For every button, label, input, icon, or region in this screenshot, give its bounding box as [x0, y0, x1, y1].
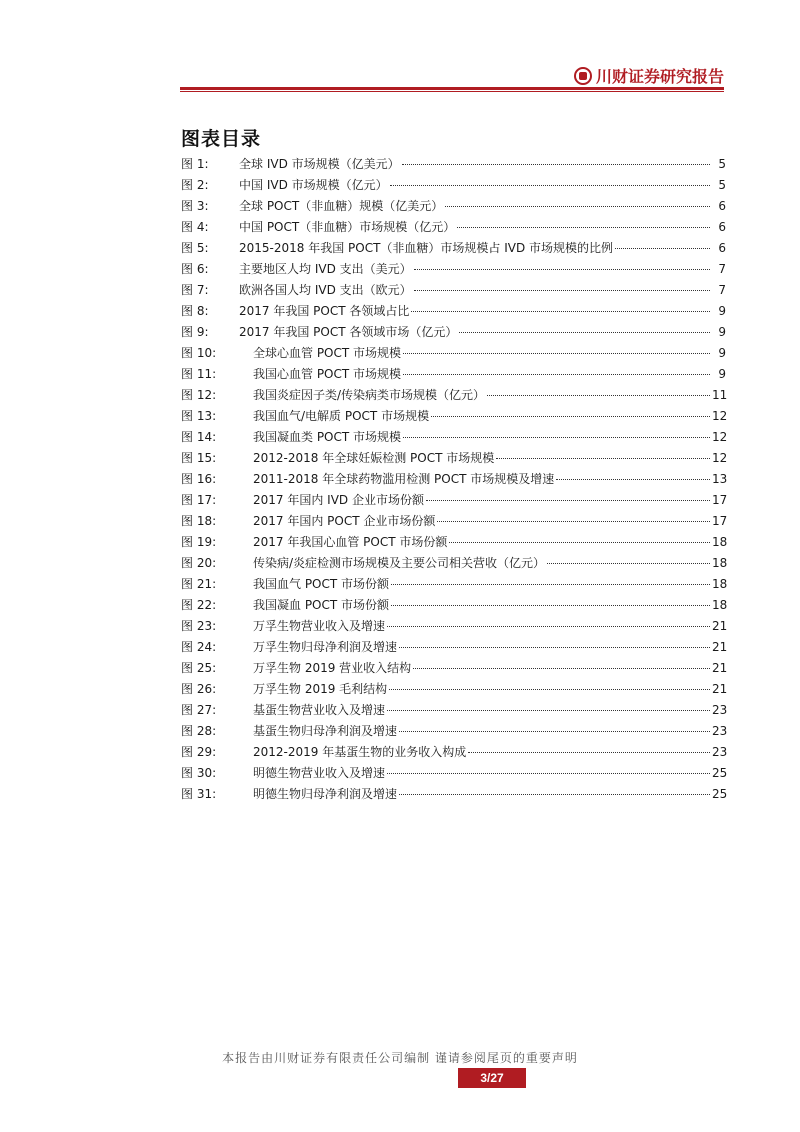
toc-entry-page: 7 — [718, 262, 726, 276]
toc-entry-label: 图 7: — [181, 283, 209, 297]
toc-leader-dots — [399, 647, 710, 648]
toc-entry-page: 18 — [712, 598, 728, 612]
toc-leader-dots — [399, 731, 710, 732]
toc-entry[interactable] — [181, 365, 726, 386]
toc-entry-label: 图 15: — [181, 451, 217, 465]
toc-entry-label: 图 4: — [181, 220, 209, 234]
toc-entry-label: 图 3: — [181, 199, 209, 213]
figure-toc — [181, 155, 726, 806]
toc-entry-text: 2017 年我国 POCT 各领域占比 — [239, 304, 410, 318]
toc-entry-page: 18 — [712, 556, 728, 570]
toc-entry-label: 图 25: — [181, 661, 217, 675]
toc-leader-dots — [403, 437, 710, 438]
toc-entry[interactable] — [181, 701, 726, 722]
toc-entry-text: 我国血气 POCT 市场份额 — [253, 577, 390, 591]
toc-entry-text: 中国 IVD 市场规模（亿元） — [239, 178, 388, 192]
toc-leader-dots — [390, 185, 710, 186]
toc-leader-dots — [414, 290, 710, 291]
toc-entry-text: 2017 年国内 IVD 企业市场份额 — [253, 493, 424, 507]
toc-entry[interactable] — [181, 470, 726, 491]
toc-entry-page: 12 — [712, 409, 728, 423]
toc-leader-dots — [387, 773, 710, 774]
toc-entry-label: 图 8: — [181, 304, 209, 318]
toc-entry-label: 图 27: — [181, 703, 217, 717]
toc-leader-dots — [437, 521, 710, 522]
toc-leader-dots — [449, 542, 710, 543]
toc-entry-text: 万孚生物 2019 毛利结构 — [253, 682, 388, 696]
toc-entry[interactable] — [181, 722, 726, 743]
toc-entry-text: 万孚生物 2019 营业收入结构 — [253, 661, 412, 675]
toc-entry-page: 21 — [712, 640, 728, 654]
toc-leader-dots — [413, 668, 710, 669]
header-divider — [180, 87, 724, 90]
toc-leader-dots — [391, 584, 710, 585]
toc-entry-label: 图 30: — [181, 766, 217, 780]
toc-leader-dots — [487, 395, 710, 396]
toc-entry[interactable] — [181, 428, 726, 449]
brand-logo-icon — [574, 67, 592, 85]
toc-title: 图表目录 — [181, 128, 262, 150]
toc-leader-dots — [431, 416, 710, 417]
toc-entry[interactable] — [181, 491, 726, 512]
toc-leader-dots — [411, 311, 710, 312]
toc-entry-label: 图 6: — [181, 262, 209, 276]
toc-entry-page: 18 — [712, 577, 728, 591]
toc-entry-label: 图 2: — [181, 178, 209, 192]
toc-entry[interactable] — [181, 155, 726, 176]
toc-entry-text: 万孚生物归母净利润及增速 — [253, 640, 398, 654]
toc-entry-label: 图 14: — [181, 430, 217, 444]
toc-entry-text: 2015-2018 年我国 POCT（非血糖）市场规模占 IVD 市场规模的比例 — [239, 241, 614, 255]
toc-leader-dots — [391, 605, 710, 606]
toc-entry[interactable] — [181, 512, 726, 533]
toc-entry[interactable] — [181, 302, 726, 323]
toc-entry-label: 图 10: — [181, 346, 217, 360]
toc-entry-page: 9 — [718, 325, 726, 339]
toc-entry-text: 全球 IVD 市场规模（亿美元） — [239, 157, 400, 171]
toc-entry-page: 21 — [712, 661, 728, 675]
toc-entry-page: 6 — [718, 199, 726, 213]
toc-leader-dots — [387, 710, 710, 711]
toc-entry[interactable] — [181, 596, 726, 617]
toc-leader-dots — [496, 458, 710, 459]
toc-entry[interactable] — [181, 743, 726, 764]
toc-entry-label: 图 1: — [181, 157, 209, 171]
toc-entry[interactable] — [181, 197, 726, 218]
toc-entry-label: 图 22: — [181, 598, 217, 612]
toc-leader-dots — [403, 353, 710, 354]
toc-entry-page: 17 — [712, 493, 728, 507]
toc-entry-text: 我国凝血 POCT 市场份额 — [253, 598, 390, 612]
toc-entry-text: 2017 年我国 POCT 各领域市场（亿元） — [239, 325, 458, 339]
toc-entry-label: 图 17: — [181, 493, 217, 507]
toc-entry-page: 25 — [712, 787, 728, 801]
toc-entry-text: 我国凝血类 POCT 市场规模 — [253, 430, 402, 444]
toc-entry[interactable] — [181, 449, 726, 470]
toc-entry-label: 图 24: — [181, 640, 217, 654]
toc-leader-dots — [402, 164, 710, 165]
brand — [574, 64, 724, 87]
toc-leader-dots — [556, 479, 710, 480]
toc-entry-text: 传染病/炎症检测市场规模及主要公司相关营收（亿元） — [253, 556, 546, 570]
toc-entry-label: 图 29: — [181, 745, 217, 759]
toc-entry-label: 图 13: — [181, 409, 217, 423]
toc-entry[interactable] — [181, 554, 726, 575]
toc-entry[interactable] — [181, 659, 726, 680]
toc-entry-page: 6 — [718, 220, 726, 234]
toc-entry-text: 全球心血管 POCT 市场规模 — [253, 346, 402, 360]
toc-entry-label: 图 11: — [181, 367, 217, 381]
toc-entry[interactable] — [181, 386, 726, 407]
toc-entry-page: 23 — [712, 745, 728, 759]
toc-entry-text: 我国心血管 POCT 市场规模 — [253, 367, 402, 381]
toc-entry-text: 2012-2019 年基蛋生物的业务收入构成 — [253, 745, 467, 759]
toc-entry-text: 全球 POCT（非血糖）规模（亿美元） — [239, 199, 444, 213]
toc-entry[interactable] — [181, 323, 726, 344]
toc-entry-page: 7 — [718, 283, 726, 297]
toc-entry-page: 9 — [718, 346, 726, 360]
toc-entry[interactable] — [181, 638, 726, 659]
toc-entry[interactable] — [181, 344, 726, 365]
toc-entry-text: 万孚生物营业收入及增速 — [253, 619, 386, 633]
toc-entry-label: 图 5: — [181, 241, 209, 255]
toc-entry-text: 2011-2018 年全球药物滥用检测 POCT 市场规模及增速 — [253, 472, 555, 486]
toc-entry-page: 18 — [712, 535, 728, 549]
toc-leader-dots — [459, 332, 710, 333]
toc-entry-page: 17 — [712, 514, 728, 528]
toc-leader-dots — [426, 500, 710, 501]
toc-entry-label: 图 21: — [181, 577, 217, 591]
toc-entry-page: 9 — [718, 367, 726, 381]
toc-entry-page: 13 — [712, 472, 728, 486]
toc-leader-dots — [547, 563, 710, 564]
toc-entry-page: 21 — [712, 619, 728, 633]
toc-entry[interactable] — [181, 281, 726, 302]
toc-leader-dots — [403, 374, 710, 375]
toc-entry[interactable] — [181, 260, 726, 281]
page-number-badge: 3/27 — [458, 1068, 526, 1088]
toc-entry[interactable] — [181, 785, 726, 806]
toc-entry-page: 11 — [712, 388, 728, 402]
toc-entry-label: 图 23: — [181, 619, 217, 633]
toc-leader-dots — [399, 794, 710, 795]
toc-entry-text: 主要地区人均 IVD 支出（美元） — [239, 262, 412, 276]
toc-entry-text: 明德生物营业收入及增速 — [253, 766, 386, 780]
toc-entry-text: 基蛋生物归母净利润及增速 — [253, 724, 398, 738]
toc-entry-label: 图 9: — [181, 325, 209, 339]
toc-entry-label: 图 16: — [181, 472, 217, 486]
toc-entry-page: 9 — [718, 304, 726, 318]
toc-entry-label: 图 12: — [181, 388, 217, 402]
toc-leader-dots — [457, 227, 710, 228]
toc-entry-page: 21 — [712, 682, 728, 696]
toc-entry-page: 25 — [712, 766, 728, 780]
header-divider-thin — [180, 91, 724, 92]
toc-entry-text: 我国炎症因子类/传染病类市场规模（亿元） — [253, 388, 486, 402]
toc-entry[interactable] — [181, 680, 726, 701]
toc-entry[interactable] — [181, 617, 726, 638]
toc-leader-dots — [387, 626, 710, 627]
toc-entry[interactable] — [181, 407, 726, 428]
toc-leader-dots — [414, 269, 710, 270]
toc-entry[interactable] — [181, 764, 726, 785]
toc-entry-label: 图 20: — [181, 556, 217, 570]
toc-entry-text: 我国血气/电解质 POCT 市场规模 — [253, 409, 430, 423]
toc-leader-dots — [389, 689, 710, 690]
toc-leader-dots — [468, 752, 710, 753]
toc-entry[interactable] — [181, 239, 726, 260]
toc-entry-text: 2012-2018 年全球妊娠检测 POCT 市场规模 — [253, 451, 495, 465]
toc-entry-label: 图 28: — [181, 724, 217, 738]
toc-leader-dots — [445, 206, 710, 207]
toc-entry-text: 2017 年国内 POCT 企业市场份额 — [253, 514, 436, 528]
toc-entry-label: 图 19: — [181, 535, 217, 549]
toc-entry-page: 23 — [712, 703, 728, 717]
brand-name: 川财证券研究报告 — [595, 67, 724, 86]
toc-entry[interactable] — [181, 176, 726, 197]
toc-entry-text: 欧洲各国人均 IVD 支出（欧元） — [239, 283, 412, 297]
toc-entry-text: 明德生物归母净利润及增速 — [253, 787, 398, 801]
toc-entry-label: 图 26: — [181, 682, 217, 696]
toc-entry-page: 23 — [712, 724, 728, 738]
toc-entry[interactable] — [181, 533, 726, 554]
toc-entry[interactable] — [181, 575, 726, 596]
footer-disclaimer: 本报告由川财证券有限责任公司编制 谨请参阅尾页的重要声明 — [222, 1051, 578, 1065]
toc-entry-page: 5 — [718, 157, 726, 171]
page-header — [0, 0, 800, 100]
toc-entry-text: 2017 年我国心血管 POCT 市场份额 — [253, 535, 448, 549]
toc-entry-label: 图 31: — [181, 787, 217, 801]
toc-entry-label: 图 18: — [181, 514, 217, 528]
toc-entry-page: 5 — [718, 178, 726, 192]
toc-entry-page: 12 — [712, 451, 728, 465]
toc-entry-page: 6 — [718, 241, 726, 255]
toc-entry-text: 基蛋生物营业收入及增速 — [253, 703, 386, 717]
toc-leader-dots — [615, 248, 710, 249]
toc-entry-text: 中国 POCT（非血糖）市场规模（亿元） — [239, 220, 456, 234]
toc-entry[interactable] — [181, 218, 726, 239]
toc-entry-page: 12 — [712, 430, 728, 444]
